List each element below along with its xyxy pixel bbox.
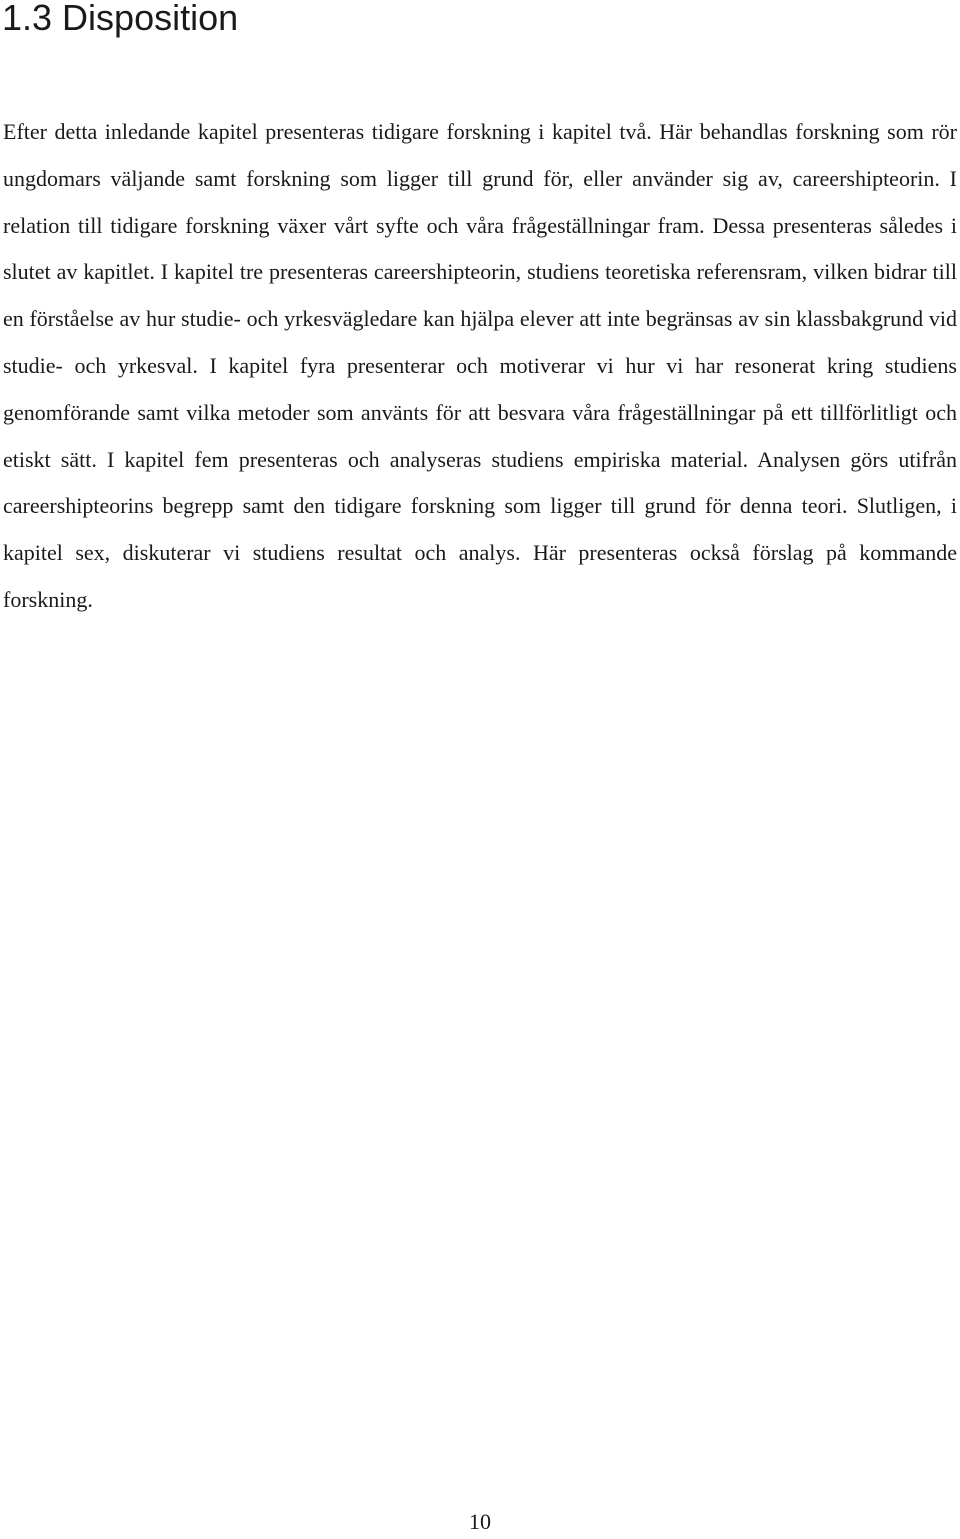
page-number: 10 (469, 1509, 491, 1534)
body-paragraph: Efter detta inledande kapitel presenteras tidigare forskning i kapitel två. Här behandlas forskning som rör ungdomars väljande samt forskning som ligger till grund för, eller använder sig av, careershipteorin. I relation till tidigare forskning växer vårt syfte och våra frågeställningar fram. Dessa presenteras således i slutet av kapitlet. I kapitel tre presenteras careershipteorin, studiens teoretiska referensram, vilken bidrar till en förståelse av hur studie- och yrkesvägledare kan hjälpa elever att inte begränsas av sin klassbakgrund vid studie- och yrkesval. I kapitel fyra presenterar och motiverar vi hur vi har resonerat kring studiens genomförande samt vilka metoder som använts för att besvara våra frågeställningar på ett tillförlitligt och etiskt sätt. I kapitel fem presenteras och analyseras studiens empiriska material. Analysen görs utifrån careershipteorins begrepp samt den tidigare forskning som ligger till grund för denna teori. Slutligen, i kapitel sex, diskuterar vi studiens resultat och analys. Här presenteras också förslag på kommande forskning. (3, 119, 957, 612)
section-heading: 1.3 Disposition (2, 0, 239, 38)
